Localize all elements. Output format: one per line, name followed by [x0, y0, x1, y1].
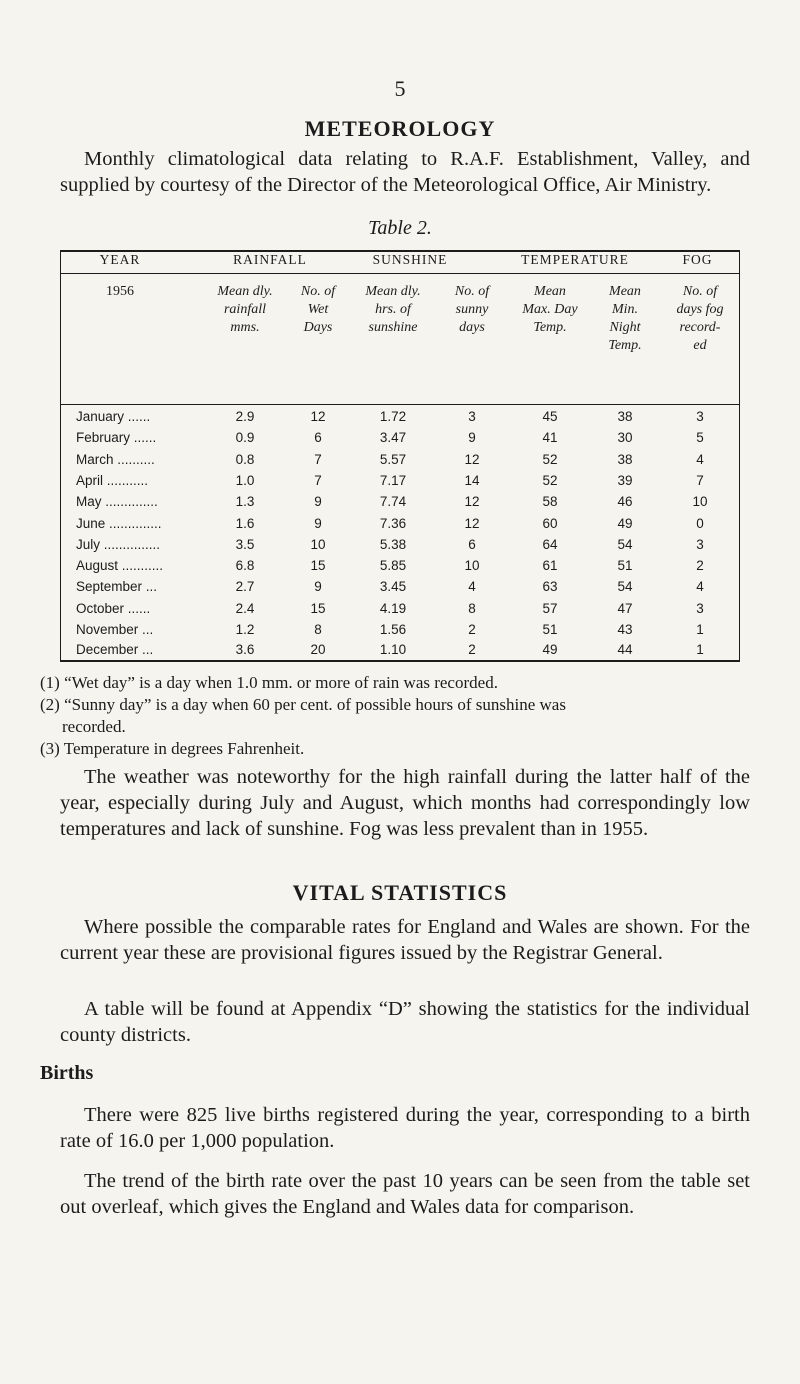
- fog-days-cell: 3: [696, 409, 704, 424]
- table-caption: Table 2.: [368, 217, 432, 239]
- month-cell: August ...........: [76, 558, 164, 574]
- vital-statistics-heading: VITAL STATISTICS: [292, 880, 508, 905]
- intro-paragraph: Monthly climatological data relating to R.A.F. Establishment, Valley, and supplied by courtesy of the Director of the Meteorological Office, Air Ministry.: [60, 148, 750, 196]
- year-header: 1956: [106, 284, 134, 299]
- table-row: [60, 470, 740, 491]
- sunshine-cell: 1.56: [379, 622, 407, 637]
- group-rule: [60, 273, 740, 274]
- fog-days-cell: 7: [696, 472, 704, 488]
- fog-days-cell: 4: [696, 451, 704, 467]
- max-temp-cell: 41: [542, 430, 558, 446]
- col-header-rain-mean: Mean dly. rainfall mms.: [217, 284, 273, 335]
- wet-days-cell: 7: [314, 451, 322, 467]
- max-temp-cell: 58: [542, 494, 558, 510]
- fog-days-cell: 10: [692, 494, 708, 510]
- col-header-wet-days: No. of Wet Days: [300, 284, 336, 335]
- birth-trend-paragraph: The trend of the birth rate over the past 10 years can be seen from the table set out overleaf, which gives the England and Wales data for comparison.: [60, 1170, 750, 1218]
- fog-days-cell: 1: [696, 642, 704, 657]
- sunshine-cell: 4.19: [379, 600, 407, 616]
- sunny-days-cell: 2: [468, 642, 476, 657]
- sunshine-cell: 5.85: [379, 558, 407, 574]
- table-notes: [40, 672, 760, 760]
- fog-days-cell: 4: [696, 579, 704, 595]
- min-temp-cell: 47: [617, 600, 633, 616]
- sunny-days-cell: 2: [468, 622, 476, 637]
- sunshine-cell: 7.17: [379, 472, 407, 488]
- rain-cell: 2.9: [235, 409, 255, 424]
- table-bottom-rule: [60, 660, 740, 662]
- sunshine-cell: 5.38: [379, 536, 407, 552]
- min-temp-cell: 39: [617, 472, 633, 488]
- max-temp-cell: 49: [542, 642, 558, 657]
- weather-paragraph: The weather was noteworthy for the high rainfall during the latter half of the year, especially during July and August, which months had correspondingly low temperatures and lack of sunshine. Fog was less prevalent than in 1955.: [60, 766, 750, 840]
- section-title: METEOROLOGY: [304, 116, 496, 141]
- sunny-days-cell: 12: [464, 451, 480, 467]
- col-header-max-temp: Mean Max. Day Temp.: [522, 284, 578, 335]
- group-header-year: YEAR: [99, 252, 141, 267]
- month-cell: July ...............: [76, 536, 161, 552]
- month-cell: December ...: [76, 642, 154, 657]
- rain-cell: 3.6: [235, 642, 255, 657]
- wet-days-cell: 7: [314, 472, 322, 488]
- header-rule: [60, 404, 740, 405]
- table-row: [60, 427, 740, 448]
- sunshine-cell: 7.36: [379, 515, 407, 531]
- month-cell: October ......: [76, 600, 151, 616]
- wet-days-cell: 15: [310, 558, 326, 574]
- table-row: [60, 449, 740, 470]
- rain-cell: 0.9: [235, 430, 255, 446]
- month-cell: March ..........: [76, 451, 155, 467]
- table-row: [60, 534, 740, 555]
- appendix-paragraph: A table will be found at Appendix “D” showing the statistics for the individual county districts.: [60, 998, 750, 1046]
- wet-days-cell: 12: [310, 409, 326, 424]
- sunshine-cell: 1.72: [379, 409, 407, 424]
- min-temp-cell: 46: [617, 494, 633, 510]
- group-header-fog: FOG: [682, 252, 713, 267]
- sunshine-cell: 1.10: [379, 642, 407, 657]
- sunny-days-cell: 8: [468, 600, 476, 616]
- col-header-sunshine-mean: Mean dly. hrs. of sunshine: [365, 284, 421, 335]
- month-cell: February ......: [76, 430, 157, 446]
- max-temp-cell: 60: [542, 515, 558, 531]
- wet-days-cell: 10: [310, 536, 326, 552]
- table-row: [60, 513, 740, 534]
- table-row: [60, 491, 740, 512]
- vital-statistics-paragraph: Where possible the comparable rates for England and Wales are shown. For the current year these are provisional figures issued by the Registrar General.: [60, 916, 750, 964]
- month-cell: November ...: [76, 622, 154, 637]
- rain-cell: 6.8: [235, 558, 255, 574]
- month-cell: September ...: [76, 579, 158, 595]
- group-header-rainfall: RAINFALL: [233, 252, 307, 267]
- min-temp-cell: 38: [617, 409, 633, 424]
- sunny-days-cell: 14: [464, 472, 480, 488]
- min-temp-cell: 49: [617, 515, 633, 531]
- note-wet-day: (1) “Wet day” is a day when 1.0 mm. or more of rain was recorded.: [40, 673, 498, 692]
- rain-cell: 1.0: [235, 472, 255, 488]
- fog-days-cell: 2: [696, 558, 704, 574]
- sunshine-cell: 3.45: [379, 579, 407, 595]
- max-temp-cell: 63: [542, 579, 558, 595]
- rain-cell: 3.5: [235, 536, 255, 552]
- min-temp-cell: 54: [617, 579, 633, 595]
- table-row: [60, 555, 740, 576]
- page-number: 5: [394, 76, 406, 101]
- col-header-min-temp: Mean Min. Night Temp.: [608, 284, 642, 353]
- wet-days-cell: 8: [314, 622, 322, 637]
- table-row: [60, 619, 740, 640]
- table-row: [60, 598, 740, 619]
- rain-cell: 1.2: [235, 622, 255, 637]
- note-sunny-day: (2) “Sunny day” is a day when 60 per cent. of possible hours of sunshine was: [40, 695, 566, 714]
- min-temp-cell: 43: [617, 622, 633, 637]
- sunny-days-cell: 12: [464, 515, 480, 531]
- rain-cell: 2.4: [235, 600, 255, 616]
- max-temp-cell: 51: [542, 622, 558, 637]
- col-header-sunny-days: No. of sunny days: [454, 284, 490, 335]
- month-cell: May ..............: [76, 494, 158, 510]
- sunny-days-cell: 9: [468, 430, 476, 446]
- sunny-days-cell: 10: [464, 558, 480, 574]
- month-cell: January ......: [76, 409, 151, 424]
- fog-days-cell: 3: [696, 600, 704, 616]
- sunny-days-cell: 6: [468, 536, 476, 552]
- max-temp-cell: 52: [542, 451, 558, 467]
- sunshine-cell: 3.47: [379, 430, 407, 446]
- fog-days-cell: 3: [696, 536, 704, 552]
- note-sunny-day-continued: recorded.: [62, 717, 126, 736]
- table-row: [60, 576, 740, 597]
- sunny-days-cell: 3: [468, 409, 476, 424]
- group-header-temperature: TEMPERATURE: [521, 252, 629, 267]
- col-header-fog-days: No. of days fog record- ed: [676, 284, 724, 353]
- max-temp-cell: 45: [542, 409, 558, 424]
- table-row: [60, 406, 740, 427]
- group-header-sunshine: SUNSHINE: [372, 252, 448, 267]
- rain-cell: 0.8: [235, 451, 255, 467]
- rain-cell: 1.6: [235, 515, 255, 531]
- table-row: [60, 639, 740, 660]
- max-temp-cell: 64: [542, 536, 558, 552]
- wet-days-cell: 9: [314, 579, 322, 595]
- wet-days-cell: 9: [314, 515, 322, 531]
- note-temperature: (3) Temperature in degrees Fahrenheit.: [40, 739, 305, 758]
- min-temp-cell: 54: [617, 536, 633, 552]
- sunshine-cell: 7.74: [379, 494, 407, 510]
- min-temp-cell: 44: [617, 642, 633, 657]
- wet-days-cell: 15: [310, 600, 326, 616]
- fog-days-cell: 0: [696, 515, 704, 531]
- min-temp-cell: 38: [617, 451, 633, 467]
- max-temp-cell: 57: [542, 600, 558, 616]
- max-temp-cell: 52: [542, 472, 558, 488]
- climate-table: [60, 250, 740, 662]
- births-heading: Births: [40, 1062, 94, 1084]
- fog-days-cell: 1: [696, 622, 704, 637]
- wet-days-cell: 9: [314, 494, 322, 510]
- min-temp-cell: 30: [617, 430, 633, 446]
- sunshine-cell: 5.57: [379, 451, 407, 467]
- births-paragraph: There were 825 live births registered during the year, corresponding to a birth rate of 16.0 per 1,000 population.: [60, 1104, 750, 1152]
- sunny-days-cell: 12: [464, 494, 480, 510]
- month-cell: April ...........: [76, 472, 149, 488]
- fog-days-cell: 5: [696, 430, 704, 446]
- month-cell: June ..............: [76, 515, 162, 531]
- min-temp-cell: 51: [617, 558, 633, 574]
- wet-days-cell: 20: [310, 642, 326, 657]
- wet-days-cell: 6: [314, 430, 322, 446]
- rain-cell: 2.7: [235, 579, 255, 595]
- rain-cell: 1.3: [235, 494, 255, 510]
- max-temp-cell: 61: [542, 558, 558, 574]
- sunny-days-cell: 4: [468, 579, 476, 595]
